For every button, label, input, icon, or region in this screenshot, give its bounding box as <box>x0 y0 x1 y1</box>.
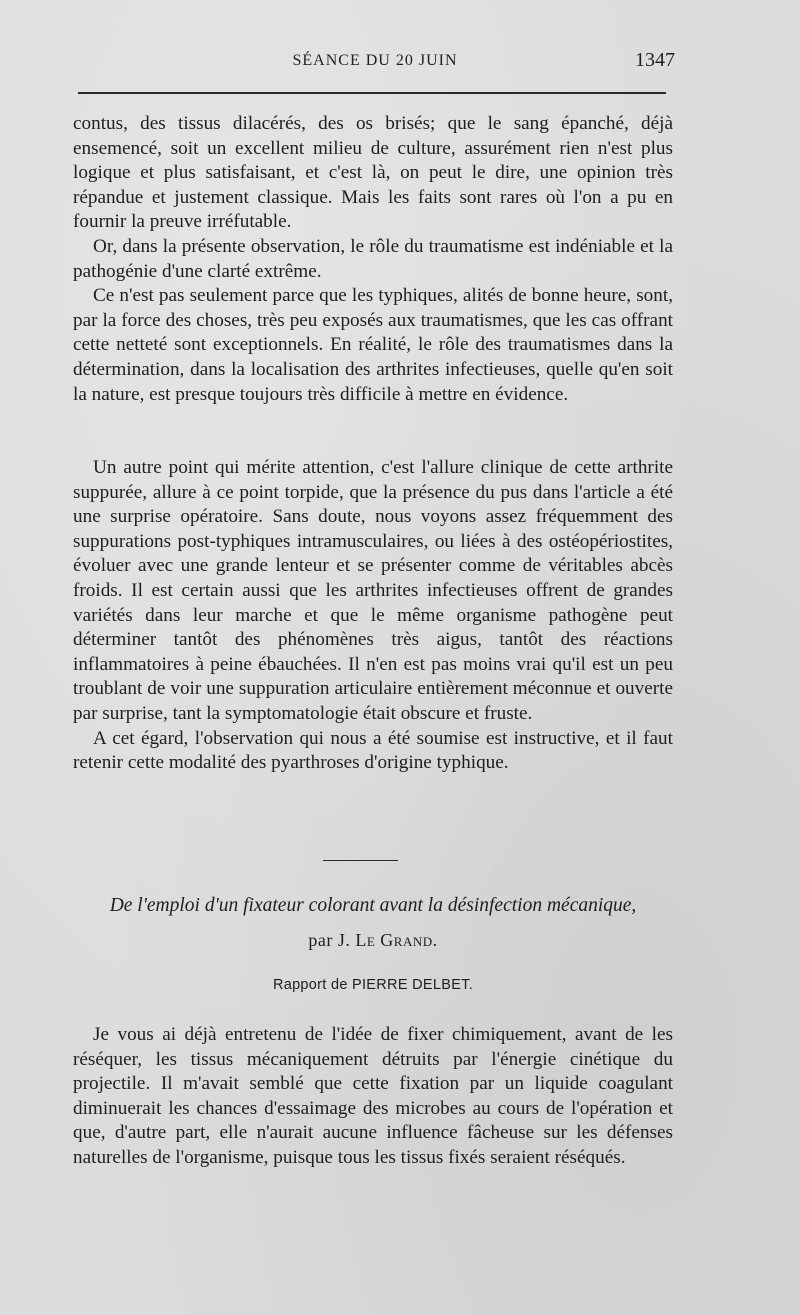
paragraph: A cet égard, l'observation qui nous a été soumise est instructive, et il faut retenir cette modalité des pyarthroses d'origine typhique. <box>73 727 673 774</box>
section-separator <box>323 860 398 861</box>
running-title: SÉANCE DU 20 JUIN <box>292 52 458 69</box>
article-author <box>73 930 673 951</box>
article-title: De l'emploi d'un fixateur colorant avant la désinfection mécanique, <box>109 895 637 916</box>
paragraph: contus, des tissus dilacérés, des os brisés; que le sang épanché, déjà ensemencé, soit un excellent milieu de culture, assurément rien n'est plus logique et plus satisfaisant, et c'est là, on peut le dire, une opinion très répandue et justement classique. Mais les faits sont rares où l'on a pu en fournir la preuve irréfutable. <box>73 113 673 233</box>
page-number: 1347 <box>635 49 675 71</box>
author-prefix: par J. <box>308 930 356 950</box>
text-block-continuation <box>73 112 673 407</box>
paragraph: Ce n'est pas seulement parce que les typhiques, alités de bonne heure, sont, par la force des choses, très peu exposés aux traumatismes, que les cas offrant cette netteté sont exceptionnels. En réalité, le rôle des traumatismes dans la détermination, dans la localisation des arthrites infectieuses, quelle qu'en soit la nature, est presque toujours très difficile à mettre en évidence. <box>73 285 673 405</box>
header-rule <box>78 92 666 94</box>
text-block-clinical <box>73 456 673 776</box>
report-line: Rapport de PIERRE DELBET. <box>272 977 474 993</box>
author-name: Le Grand. <box>355 930 438 950</box>
paragraph: Je vous ai déjà entretenu de l'idée de fixer chimiquement, avant de les réséquer, les tissus mécaniquement détruits par l'énergie cinétique du projectile. Il m'avait semblé que cette fixation par un liquide coagulant diminuerait les chances d'essaimage des microbes au cours de l'opération et que, d'autre part, elle n'aurait aucune influence fâcheuse sur les défenses naturelles de l'organisme, puisque tous les tissus fixés seraient réséqués. <box>73 1024 673 1168</box>
paragraph: Or, dans la présente observation, le rôle du traumatisme est indéniable et la pathogénie d'une clarté extrême. <box>73 235 673 282</box>
text-block-report <box>73 1023 673 1171</box>
running-head <box>75 49 675 76</box>
paragraph: Un autre point qui mérite attention, c'est l'allure clinique de cette arthrite suppurée, allure à ce point torpide, que la présence du pus dans l'article a été une surprise opératoire. Sans doute, nous voyons assez fréquemment des suppurations post-typhiques intramusculaires, ou liées à des ostéopériostites, évoluer avec une grande lenteur et se présenter comme de véritables abcès froids. Il est certain aussi que les arthrites infectieuses offrent de grandes variétés dans leur marche et que le même organisme pathogène peut déterminer tantôt des phénomènes très aigus, tantôt des réactions inflammatoires à peine ébauchées. Il n'en est pas moins vrai qu'il est un peu troublant de voir une suppuration articulaire entièrement méconnue et ouverte par surprise, tant la symptomatologie était obscure et fruste. <box>73 457 673 724</box>
